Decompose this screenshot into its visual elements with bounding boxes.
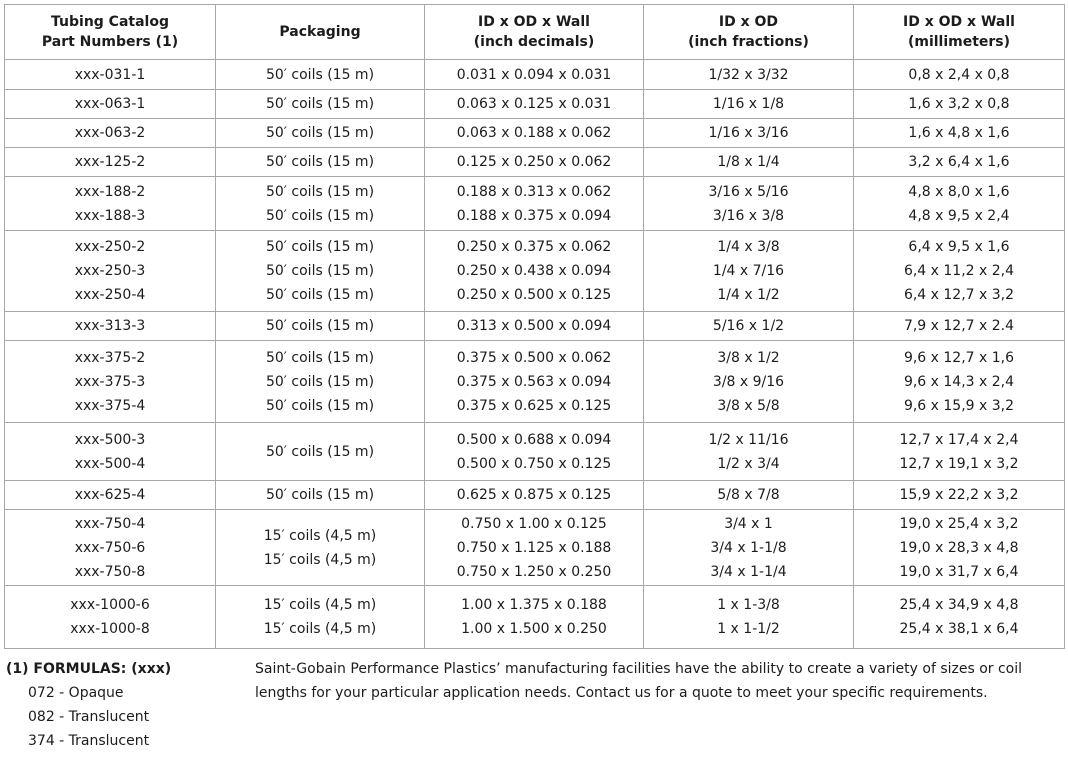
cell-line: 0.250 x 0.375 x 0.062 [456,239,612,255]
part-numbers-cell [5,341,216,423]
cell-line: xxx-375-4 [74,397,146,414]
inch-fractions-cell [644,423,854,481]
inch-fractions-cell [644,60,854,90]
header-part-numbers: Tubing Catalog Part Numbers (1) [5,5,216,60]
part-numbers-cell [5,148,216,177]
cell-line: 50′ coils (15 m) [265,487,375,503]
formulas-title: (1) FORMULAS: (xxx) [6,661,172,677]
inch-decimals-cell [425,90,644,119]
cell-line: xxx-063-1 [74,96,146,112]
inch-decimals-cell [425,60,644,90]
inch-decimals-cell [425,423,644,481]
cell-line: 1/4 x 7/16 [712,263,785,279]
cell-line: 0,8 x 2,4 x 0,8 [908,66,1010,83]
table-header-row [5,5,1065,60]
cell-line: 1,6 x 4,8 x 1,6 [908,125,1010,141]
packaging-cell [216,586,425,649]
cell-line: xxx-188-3 [74,207,146,224]
inch-decimals-cell [425,312,644,341]
cell-line: 3/4 x 1 [724,515,773,532]
cell-line: xxx-750-4 [74,515,146,532]
cell-line: 4,8 x 9,5 x 2,4 [908,207,1010,224]
cell-line: 19,0 x 25,4 x 3,2 [899,515,1019,532]
cell-line: xxx-188-2 [74,183,146,200]
millimeters-cell [854,177,1065,231]
cell-line: 0.500 x 0.688 x 0.094 [456,431,612,448]
inch-fractions-cell [644,148,854,177]
cell-line: 1.00 x 1.375 x 0.188 [461,597,607,613]
cell-line: xxx-250-2 [74,239,146,255]
cell-line: 1/8 x 1/4 [717,154,780,170]
cell-line: xxx-1000-8 [70,621,150,637]
cell-line: xxx-250-4 [74,287,146,303]
cell-line: 5/8 x 7/8 [717,487,780,503]
part-numbers-cell [5,481,216,510]
table-row [5,510,1065,586]
cell-line: 3/8 x 9/16 [712,373,785,390]
formula-item: 082 - Translucent [28,709,150,725]
cell-line: xxx-250-3 [74,263,146,279]
part-numbers-cell [5,119,216,148]
cell-line: 15,9 x 22,2 x 3,2 [899,487,1019,503]
inch-fractions-cell [644,90,854,119]
millimeters-cell [854,312,1065,341]
cell-line: 12,7 x 17,4 x 2,4 [899,431,1019,448]
cell-line: 3,2 x 6,4 x 1,6 [908,154,1010,170]
packaging-cell [216,312,425,341]
part-numbers-cell [5,177,216,231]
cell-line: 0.250 x 0.438 x 0.094 [456,263,612,279]
cell-line: xxx-1000-6 [70,597,150,613]
tubing-catalog-table [4,4,1065,649]
packaging-cell [216,231,425,312]
cell-line: 50′ coils (15 m) [265,349,375,366]
cell-line: 0.750 x 1.00 x 0.125 [461,515,607,532]
table-row [5,177,1065,231]
cell-line: 9,6 x 12,7 x 1,6 [903,349,1015,366]
cell-line: 0.188 x 0.313 x 0.062 [456,183,612,200]
header-inch-decimals: ID x OD x Wall (inch decimals) [425,5,644,60]
header-millimeters: ID x OD x Wall (millimeters) [854,5,1065,60]
cell-line: 12,7 x 19,1 x 3,2 [899,455,1019,472]
cell-line: 3/16 x 5/16 [708,183,789,200]
cell-line: 3/8 x 1/2 [717,349,780,366]
inch-decimals-cell [425,341,644,423]
cell-line: 6,4 x 9,5 x 1,6 [908,239,1010,255]
table-row [5,90,1065,119]
part-numbers-cell [5,312,216,341]
millimeters-cell [854,60,1065,90]
cell-line: 0.625 x 0.875 x 0.125 [456,487,612,503]
cell-line: 0.750 x 1.250 x 0.250 [456,563,612,580]
cell-line: 50′ coils (15 m) [265,263,375,279]
cell-line: 1/16 x 3/16 [708,125,789,141]
millimeters-cell [854,148,1065,177]
millimeters-cell [854,231,1065,312]
inch-fractions-cell [644,586,854,649]
packaging-cell [216,60,425,90]
table-row [5,423,1065,481]
cell-line: 50′ coils (15 m) [265,373,375,390]
formula-item: 072 - Opaque [28,685,124,701]
cell-line: 15′ coils (4,5 m) [263,621,377,637]
table-row [5,148,1065,177]
table-body [5,60,1065,649]
millimeters-cell [854,90,1065,119]
cell-line: 50′ coils (15 m) [265,207,375,224]
cell-line: 1.00 x 1.500 x 0.250 [461,621,607,637]
cell-line: 5/16 x 1/2 [712,318,785,334]
inch-fractions-cell [644,177,854,231]
cell-line: 7,9 x 12,7 x 2.4 [903,318,1015,334]
cell-line: 3/8 x 5/8 [717,397,780,414]
cell-line: 1/16 x 1/8 [712,96,785,112]
inch-fractions-cell [644,341,854,423]
table-row [5,481,1065,510]
table-row [5,341,1065,423]
inch-decimals-cell [425,148,644,177]
cell-line: 0.375 x 0.563 x 0.094 [456,373,612,390]
packaging-cell [216,148,425,177]
cell-line: 25,4 x 38,1 x 6,4 [899,621,1019,637]
table-row [5,119,1065,148]
cell-line: 50′ coils (15 m) [265,443,375,460]
cell-line: 1/4 x 3/8 [717,239,780,255]
cell-line: 1/4 x 1/2 [717,287,780,303]
inch-decimals-cell [425,177,644,231]
inch-decimals-cell [425,231,644,312]
cell-line: xxx-313-3 [74,318,146,334]
cell-line: xxx-750-6 [74,539,146,556]
millimeters-cell [854,119,1065,148]
millimeters-cell [854,510,1065,586]
packaging-cell [216,510,425,586]
cell-line: 0.063 x 0.125 x 0.031 [456,96,612,112]
cell-line: 50′ coils (15 m) [265,96,375,112]
packaging-cell [216,90,425,119]
inch-fractions-cell [644,231,854,312]
packaging-cell [216,119,425,148]
cell-line: 1 x 1-3/8 [717,597,780,613]
part-numbers-cell [5,231,216,312]
cell-line: 50′ coils (15 m) [265,287,375,303]
cell-line: xxx-063-2 [74,125,146,141]
cell-line: 50′ coils (15 m) [265,66,375,83]
cell-line: 6,4 x 11,2 x 2,4 [903,263,1015,279]
packaging-cell [216,341,425,423]
cell-line: 1/32 x 3/32 [708,66,789,83]
cell-line: 0.500 x 0.750 x 0.125 [456,455,612,472]
cell-line: 6,4 x 12,7 x 3,2 [903,287,1015,303]
cell-line: 50′ coils (15 m) [265,397,375,414]
formula-item: 374 - Translucent [28,733,150,749]
header-inch-fractions: ID x OD (inch fractions) [644,5,854,60]
cell-line: xxx-750-8 [74,563,146,580]
millimeters-cell [854,481,1065,510]
cell-line: 50′ coils (15 m) [265,239,375,255]
part-numbers-cell [5,60,216,90]
cell-line: 50′ coils (15 m) [265,183,375,200]
cell-line: 3/4 x 1-1/8 [710,539,787,556]
capability-statement: Saint-Gobain Performance Plastics’ manufacturing facilities have the ability to create a variety of sizes or coil lengths for your particular application needs. Contact us for a quote to meet your specific requirements. [255,661,1023,701]
inch-decimals-cell [425,586,644,649]
cell-line: 0.250 x 0.500 x 0.125 [456,287,612,303]
cell-line: 0.375 x 0.500 x 0.062 [456,349,612,366]
cell-line: 0.375 x 0.625 x 0.125 [456,397,612,414]
cell-line: 15′ coils (4,5 m) [263,527,377,544]
cell-line: 19,0 x 31,7 x 6,4 [899,563,1019,580]
part-numbers-cell [5,90,216,119]
cell-line: 3/16 x 3/8 [712,207,785,224]
formulas-footnote [6,657,246,753]
cell-line: 1/2 x 3/4 [717,455,780,472]
packaging-cell [216,423,425,481]
cell-line: 25,4 x 34,9 x 4,8 [899,597,1019,613]
millimeters-cell [854,586,1065,649]
part-numbers-cell [5,586,216,649]
cell-line: 50′ coils (15 m) [265,318,375,334]
cell-line: xxx-500-3 [74,431,146,448]
table-row [5,586,1065,649]
part-numbers-cell [5,510,216,586]
inch-decimals-cell [425,119,644,148]
cell-line: 0.750 x 1.125 x 0.188 [456,539,612,556]
inch-fractions-cell [644,119,854,148]
cell-line: 50′ coils (15 m) [265,154,375,170]
cell-line: 0.031 x 0.094 x 0.031 [456,66,612,83]
cell-line: xxx-031-1 [74,66,146,83]
cell-line: 0.063 x 0.188 x 0.062 [456,125,612,141]
millimeters-cell [854,423,1065,481]
cell-line: 1,6 x 3,2 x 0,8 [908,96,1010,112]
header-packaging: Packaging [216,5,425,60]
inch-fractions-cell [644,481,854,510]
inch-fractions-cell [644,510,854,586]
table-row [5,231,1065,312]
cell-line: 1 x 1-1/2 [717,621,780,637]
cell-line: 9,6 x 15,9 x 3,2 [903,397,1015,414]
inch-fractions-cell [644,312,854,341]
cell-line: xxx-375-2 [74,349,146,366]
table-row [5,60,1065,90]
millimeters-cell [854,341,1065,423]
cell-line: 0.125 x 0.250 x 0.062 [456,154,612,170]
cell-line: xxx-625-4 [74,487,146,503]
packaging-cell [216,481,425,510]
cell-line: 9,6 x 14,3 x 2,4 [903,373,1015,390]
cell-line: xxx-500-4 [74,455,146,472]
cell-line: 15′ coils (4,5 m) [263,597,377,613]
cell-line: 3/4 x 1-1/4 [710,563,787,580]
cell-line: xxx-125-2 [74,154,146,170]
inch-decimals-cell [425,510,644,586]
table-row [5,312,1065,341]
packaging-cell [216,177,425,231]
inch-decimals-cell [425,481,644,510]
cell-line: 50′ coils (15 m) [265,125,375,141]
cell-line: 4,8 x 8,0 x 1,6 [908,183,1010,200]
cell-line: 0.188 x 0.375 x 0.094 [456,207,612,224]
cell-line: 19,0 x 28,3 x 4,8 [899,539,1019,556]
part-numbers-cell [5,423,216,481]
cell-line: xxx-375-3 [74,373,146,390]
cell-line: 15′ coils (4,5 m) [263,551,377,568]
cell-line: 0.313 x 0.500 x 0.094 [456,318,612,334]
cell-line: 1/2 x 11/16 [708,431,789,448]
